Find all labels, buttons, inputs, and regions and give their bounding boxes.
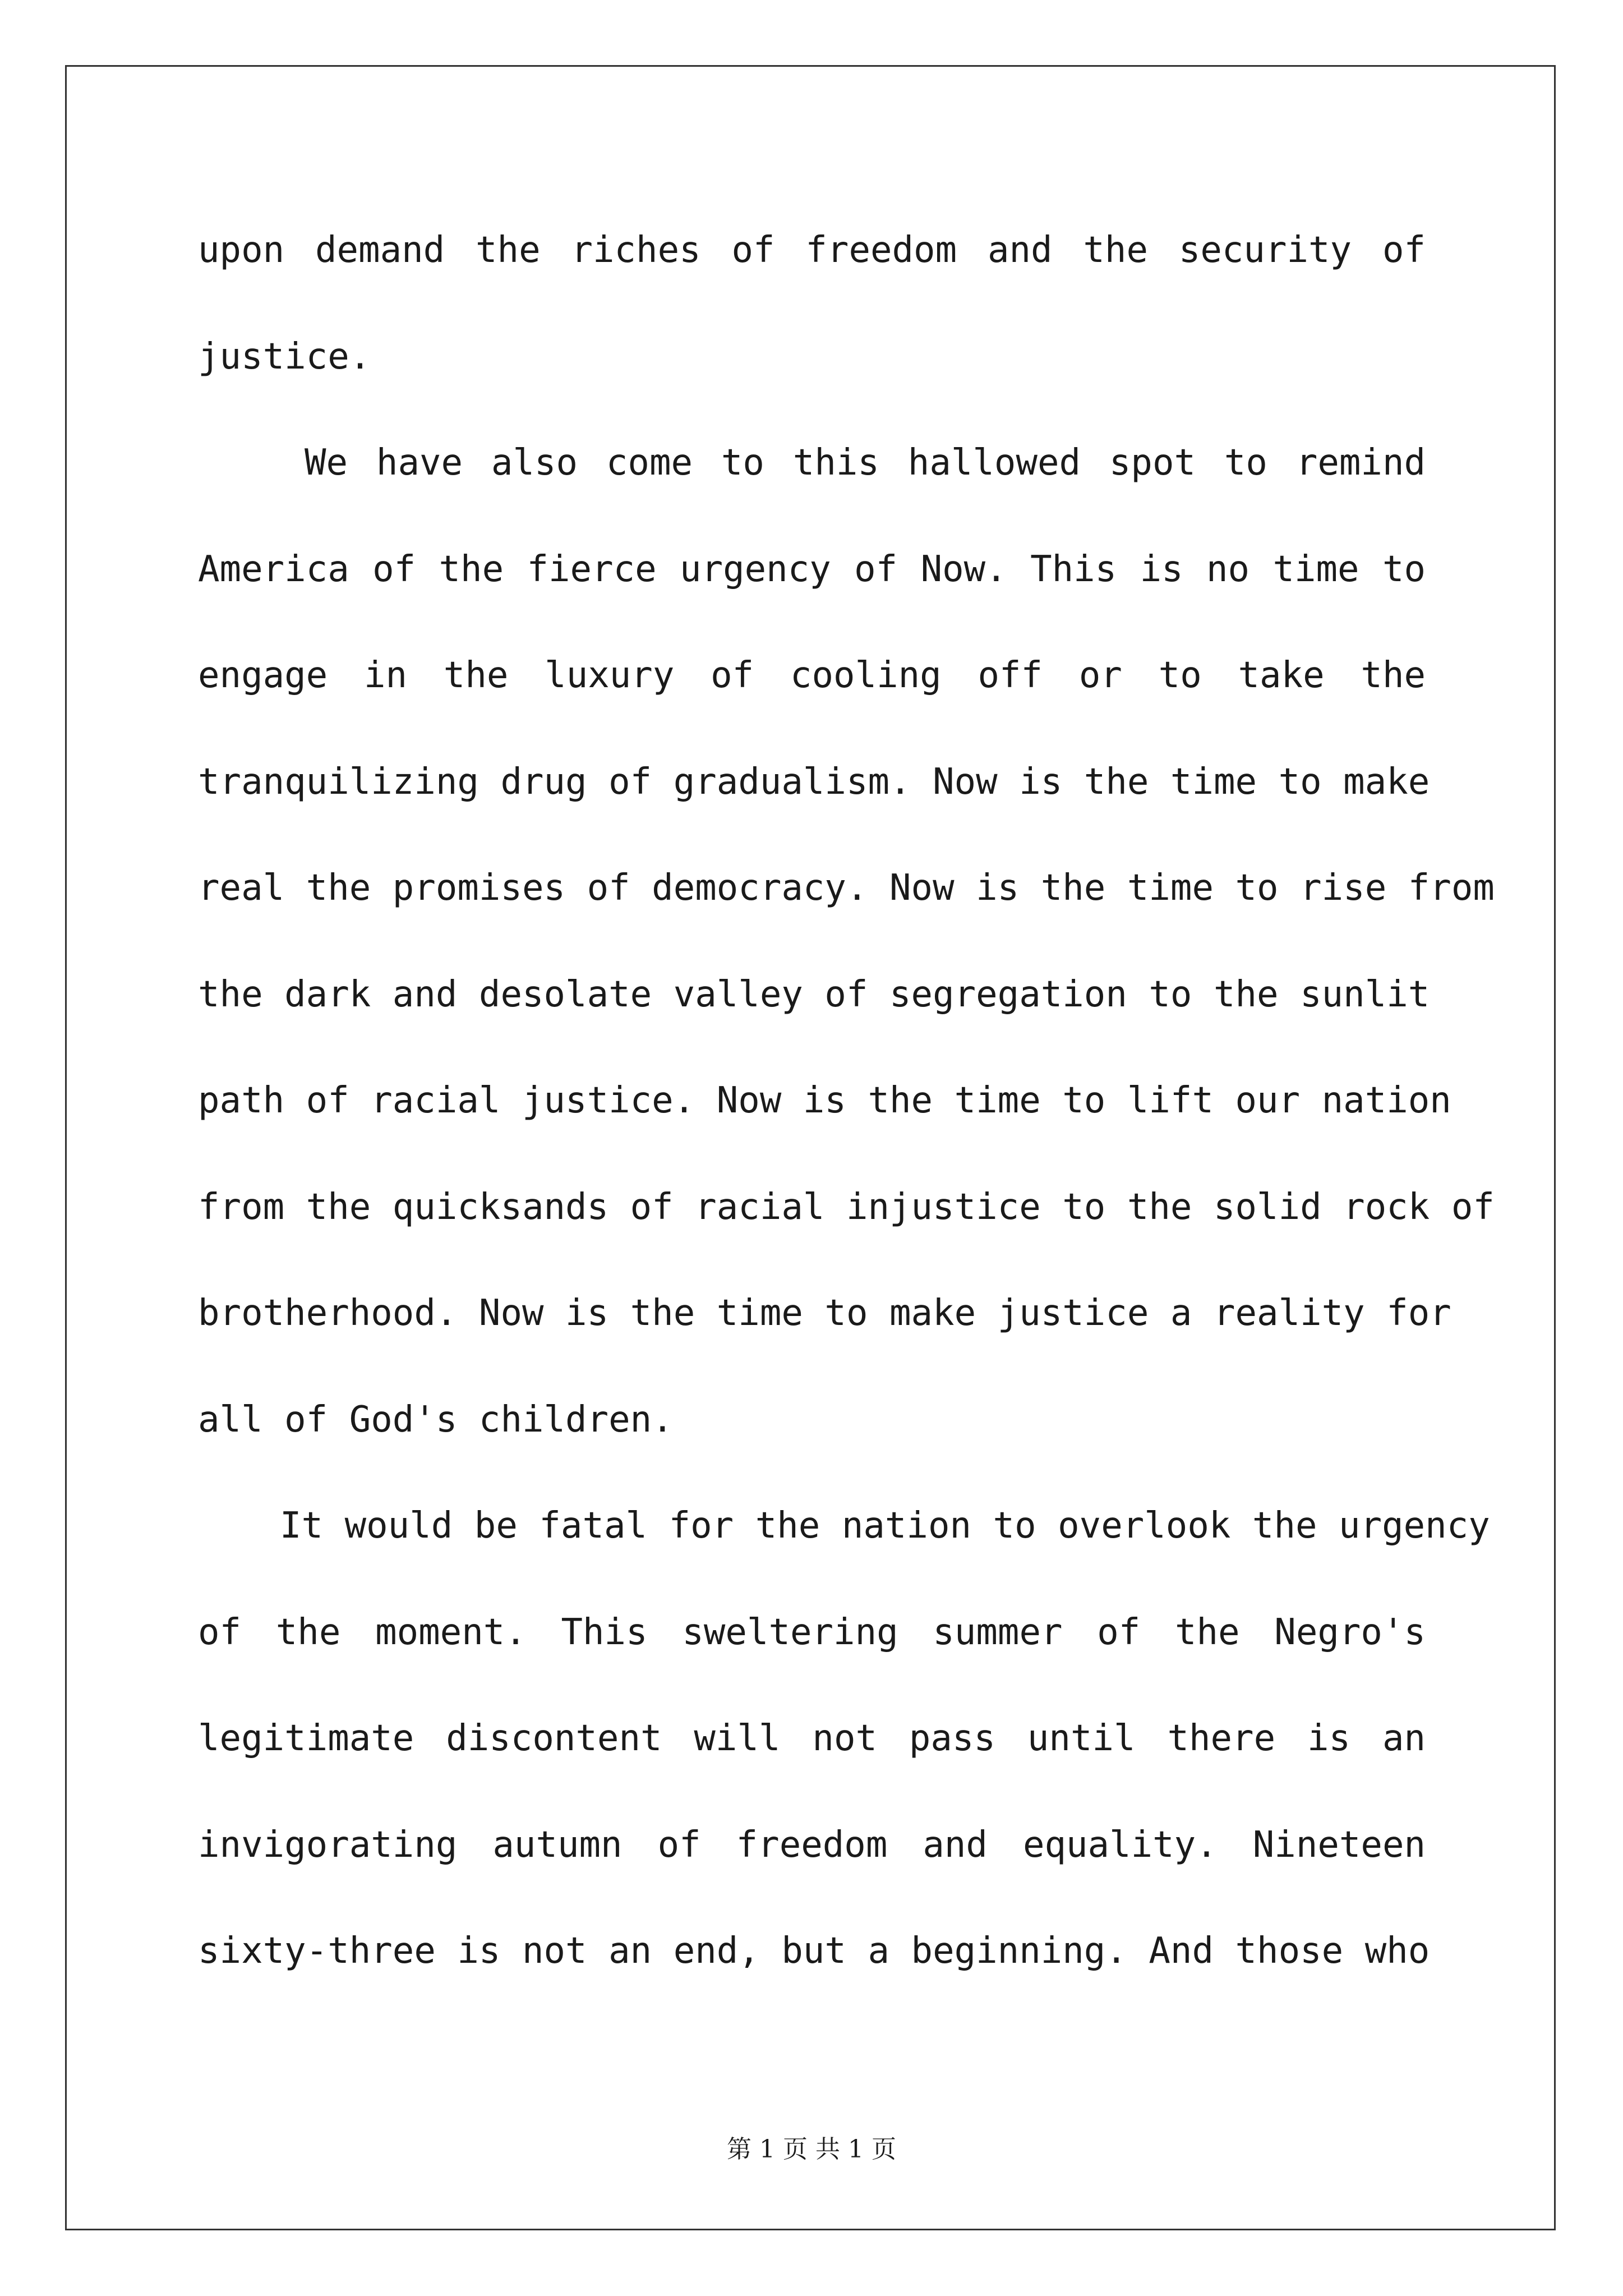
text-line: invigorating autumn of freedom and equality. Nineteen — [198, 1824, 1426, 1866]
text-line: path of racial justice. Now is the time to lift our nation — [198, 1080, 1451, 1121]
text-line: legitimate discontent will not pass until there is an — [198, 1718, 1426, 1759]
text-line: the dark and desolate valley of segregation to the sunlit — [198, 973, 1430, 1015]
text-line: engage in the luxury of cooling off or to take the — [198, 655, 1426, 696]
text-line: all of God's children. — [198, 1398, 674, 1441]
page-number-footer: 第 1 页 共 1 页 — [727, 2135, 896, 2164]
text-line: justice. — [198, 335, 371, 378]
text-line: upon demand the riches of freedom and the security of — [198, 229, 1426, 271]
text-line: of the moment. This sweltering summer of the Negro's — [198, 1611, 1426, 1653]
text-line: brotherhood. Now is the time to make justice a reality for — [198, 1292, 1451, 1334]
paragraph-first-line: It would be fatal for the nation to overlook the urgency — [280, 1505, 1490, 1547]
paragraph-first-line: We have also come to this hallowed spot to remind — [305, 442, 1426, 484]
text-line: real the promises of democracy. Now is the time to rise from — [198, 867, 1495, 909]
text-line: America of the fierce urgency of Now. This is no time to — [198, 548, 1426, 590]
document-body — [198, 197, 1495, 2005]
text-line: sixty-three is not an end, but a beginning. And those who — [198, 1930, 1430, 1972]
text-line: tranquilizing drug of gradualism. Now is the time to make — [198, 761, 1430, 803]
text-line: from the quicksands of racial injustice to the solid rock of — [198, 1186, 1495, 1228]
